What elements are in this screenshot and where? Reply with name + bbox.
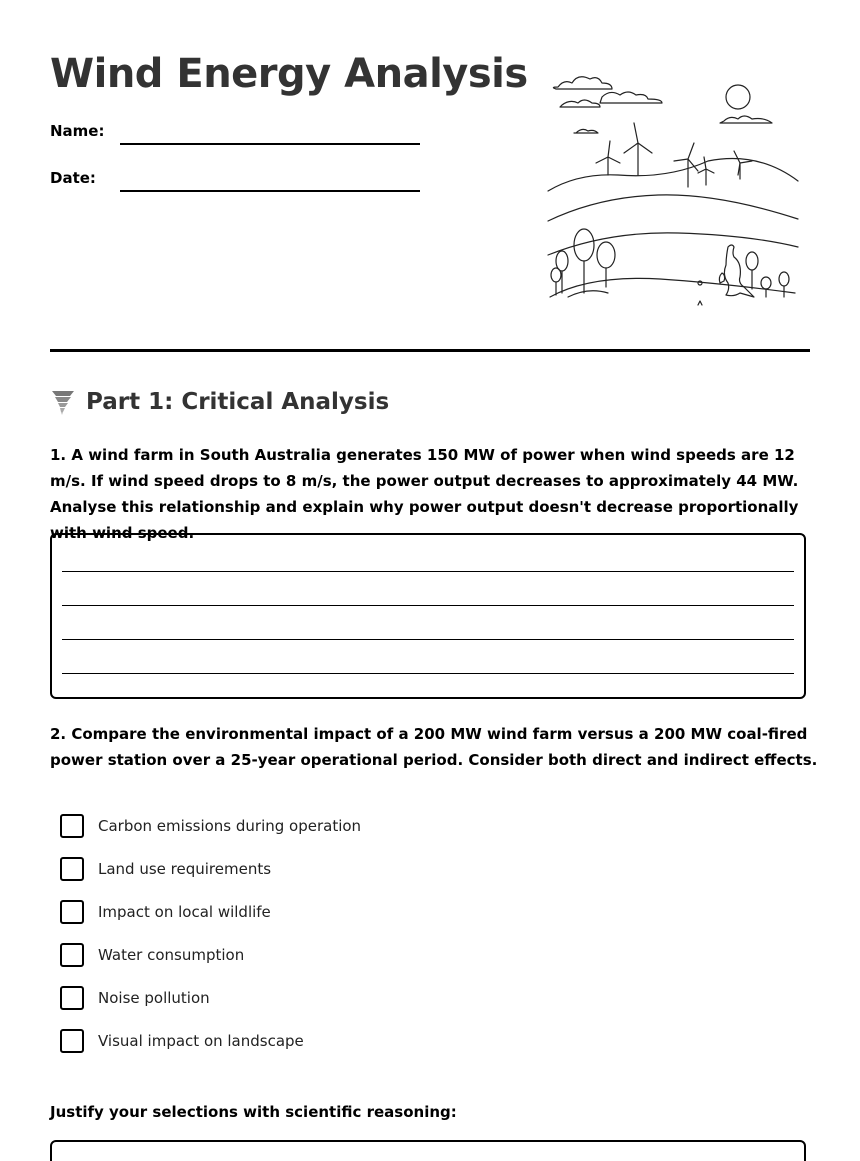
option-label: Land use requirements — [98, 860, 272, 878]
checkbox[interactable] — [60, 900, 84, 924]
answer-line — [62, 639, 794, 640]
checkbox[interactable] — [60, 943, 84, 967]
wind-farm-landscape-illustration — [540, 75, 805, 320]
part1-heading — [50, 388, 389, 416]
checkbox[interactable] — [60, 986, 84, 1010]
page-title: Wind Energy Analysis — [50, 51, 528, 97]
tornado-icon — [50, 388, 76, 416]
option-label: Carbon emissions during operation — [98, 817, 362, 835]
option-label: Water consumption — [98, 946, 245, 964]
option-water[interactable] — [60, 942, 244, 968]
option-label: Noise pollution — [98, 989, 210, 1007]
answer-box-1[interactable] — [50, 533, 806, 699]
option-noise[interactable] — [60, 985, 210, 1011]
checkbox[interactable] — [60, 857, 84, 881]
justify-label: Justify your selections with scientific reasoning: — [50, 1103, 457, 1121]
option-label: Visual impact on landscape — [98, 1032, 304, 1050]
answer-box-2[interactable] — [50, 1140, 806, 1161]
part1-title: Part 1: Critical Analysis — [86, 389, 390, 415]
date-field-line[interactable] — [120, 190, 420, 192]
question-2: 2. Compare the environmental impact of a 200 MW wind farm versus a 200 MW coal-fired power station over a 25-year operational period. Consider both direct and indirect effects. — [50, 725, 818, 769]
option-carbon-emissions[interactable] — [60, 813, 361, 839]
checkbox[interactable] — [60, 814, 84, 838]
option-label: Impact on local wildlife — [98, 903, 271, 921]
question-1: 1. A wind farm in South Australia generates 150 MW of power when wind speeds are 12 m/s. If wind speed drops to 8 m/s, the power output decreases to approximately 44 MW. Analyse this relationship and explain why power output doesn't decrease proportionally with wind speed. — [50, 446, 799, 542]
section-divider — [50, 349, 810, 352]
name-label: Name: — [50, 122, 105, 140]
option-land-use[interactable] — [60, 856, 271, 882]
name-field-line[interactable] — [120, 143, 420, 145]
checkbox[interactable] — [60, 1029, 84, 1053]
date-label: Date: — [50, 169, 96, 187]
answer-line — [62, 571, 794, 572]
option-wildlife[interactable] — [60, 899, 271, 925]
answer-line — [62, 605, 794, 606]
answer-line — [62, 673, 794, 674]
option-visual[interactable] — [60, 1028, 304, 1054]
